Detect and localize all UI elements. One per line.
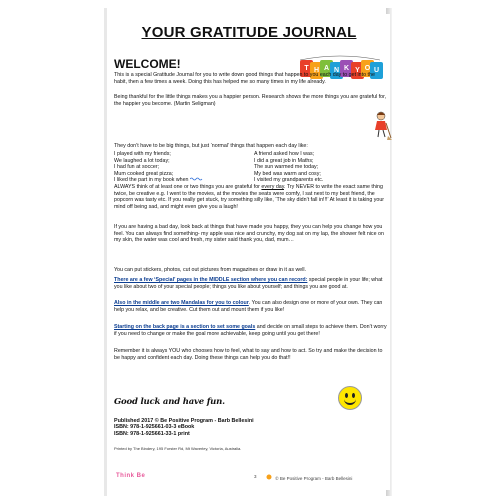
bad-day-paragraph: If you are having a bad day, look back at things that have made you happy, they you can help you change how you feel. You can always find something- my apple was nice and crunchy, my dog sat on my lap, the shower felt nice on my skin, the water was cool and fresh, my sister said thank you, dad, mum…: [114, 224, 384, 244]
example-item: I did a great job in Maths;: [254, 157, 314, 164]
example-item: I visited my grandparents etc.: [254, 177, 324, 184]
mandala-paragraph: Also in the middle are two Mandalas for you to colour. You can also design one or more of your own. They can help you relax, and be creative. Cut them out and mount them if you like!: [114, 300, 383, 313]
every-day-underlined: every day: [261, 184, 284, 190]
tag-letter: A: [320, 60, 333, 77]
page-left-edge: [104, 8, 107, 496]
mandala-heading: Also in the middle are two Mandalas for you to colour: [114, 300, 249, 306]
stickers-paragraph: You can put stickers, photos, cut out pictures from magazines or draw in it as well.: [114, 267, 307, 273]
tag-letter: N: [330, 62, 343, 79]
special-pages-paragraph: There are a few ‘Special’ pages in the MIDDLE section where you can record: special people in your life; what you like about two of your special people; things you like about yourself; and things you are good at.: [114, 277, 383, 290]
footer-logo: Think Be: [116, 473, 146, 479]
published-line: Published 2017 © Be Positive Program - Barb Bellesini: [114, 418, 254, 424]
welcome-heading: WELCOME!: [114, 57, 181, 71]
tag-letter: T: [300, 60, 313, 77]
example-item: I played with my friends;: [114, 151, 171, 157]
example-item: I had fun at soccer;: [114, 164, 160, 171]
example-item-text: I liked the part in my book when: [114, 177, 189, 184]
tag-letter: U: [370, 62, 383, 79]
example-item: Mum cooked great pizza;: [114, 170, 174, 177]
example-item: A friend asked how I was;: [254, 151, 315, 157]
isbn-print: ISBN: 978-1-925661-33-1 print: [114, 430, 190, 437]
squiggle-icon: [190, 177, 204, 181]
printer-info: Printed by The Bindery, 195 Forster Rd, Mt Waverley, Victoria, Australia.: [114, 446, 242, 451]
tag-letter: O: [361, 60, 374, 77]
big-things-line: They don’t have to be big things, but just ‘normal’ things that happen each day like:: [114, 143, 308, 149]
example-item: [114, 177, 254, 184]
girl-with-broom-illustration: [370, 110, 392, 140]
publication-info: [114, 418, 254, 437]
journal-page: [108, 14, 390, 490]
intro-paragraph: This is a special Gratitude Journal for you to write down good things that happen to you each day to get into the habit, then a few times a week. Doing this has helped me so many times in my life already.: [114, 72, 375, 85]
remember-paragraph: Remember it is always YOU who chooses how to feel, what to say and how to act. So try and make the decision to be happy and confident each day. Doing these things can help you do that!!: [114, 348, 383, 361]
special-pages-heading: There are a few ‘Special’ pages in the MIDDLE section where you can record:: [114, 277, 308, 283]
examples-column-right: [254, 151, 388, 184]
smiley-face-icon: [338, 386, 362, 410]
page-number: 3: [254, 474, 257, 479]
page-title: YOUR GRATITUDE JOURNAL: [141, 24, 357, 41]
goals-heading: Starting on the back page is a section to set some goals: [114, 324, 256, 330]
thankful-paragraph: Being thankful for the little things makes you a happier person. Research shows the more things you are grateful for, the happier you become. (Martin Seligman): [114, 94, 387, 107]
example-item: The sun warmed me today;: [254, 164, 319, 171]
examples-column-left: [114, 151, 254, 184]
tag-letter: K: [340, 60, 353, 77]
goals-paragraph: Starting on the back page is a section to set some goals and decide on small steps to achieve them. Don’t worry if you need to change or make the goal more achievable, keep going until you get there!: [114, 324, 387, 337]
page-footer: [108, 470, 390, 484]
footer-copyright: © Be Positive Program - Barb Bellesini: [266, 474, 352, 481]
always-paragraph: ALWAYS think of at least one or two things you are grateful for every day. Try NEVER to write the exact same thing twice, be creative e.g. I went to the movies, at the movies the seats were comfy, I sat next to my best friend, the popcorn was tasty etc. If you really get stuck, try something silly like, ‘The sky didn’t fall in!!!’ At least it is taking your mind off being sad, and might even give you a laugh!: [114, 184, 385, 210]
good-luck-text: Good luck and have fun.: [114, 397, 225, 407]
tag-letter: Y: [351, 62, 364, 79]
isbn-ebook: ISBN: 978-1-925661-03-3 eBook: [114, 424, 195, 431]
example-item: My bed was warm and cosy;: [254, 170, 321, 177]
tag-letter: H: [310, 62, 323, 79]
footer-sun-icon: [266, 474, 274, 480]
example-item: We laughed a lot today;: [114, 157, 170, 164]
